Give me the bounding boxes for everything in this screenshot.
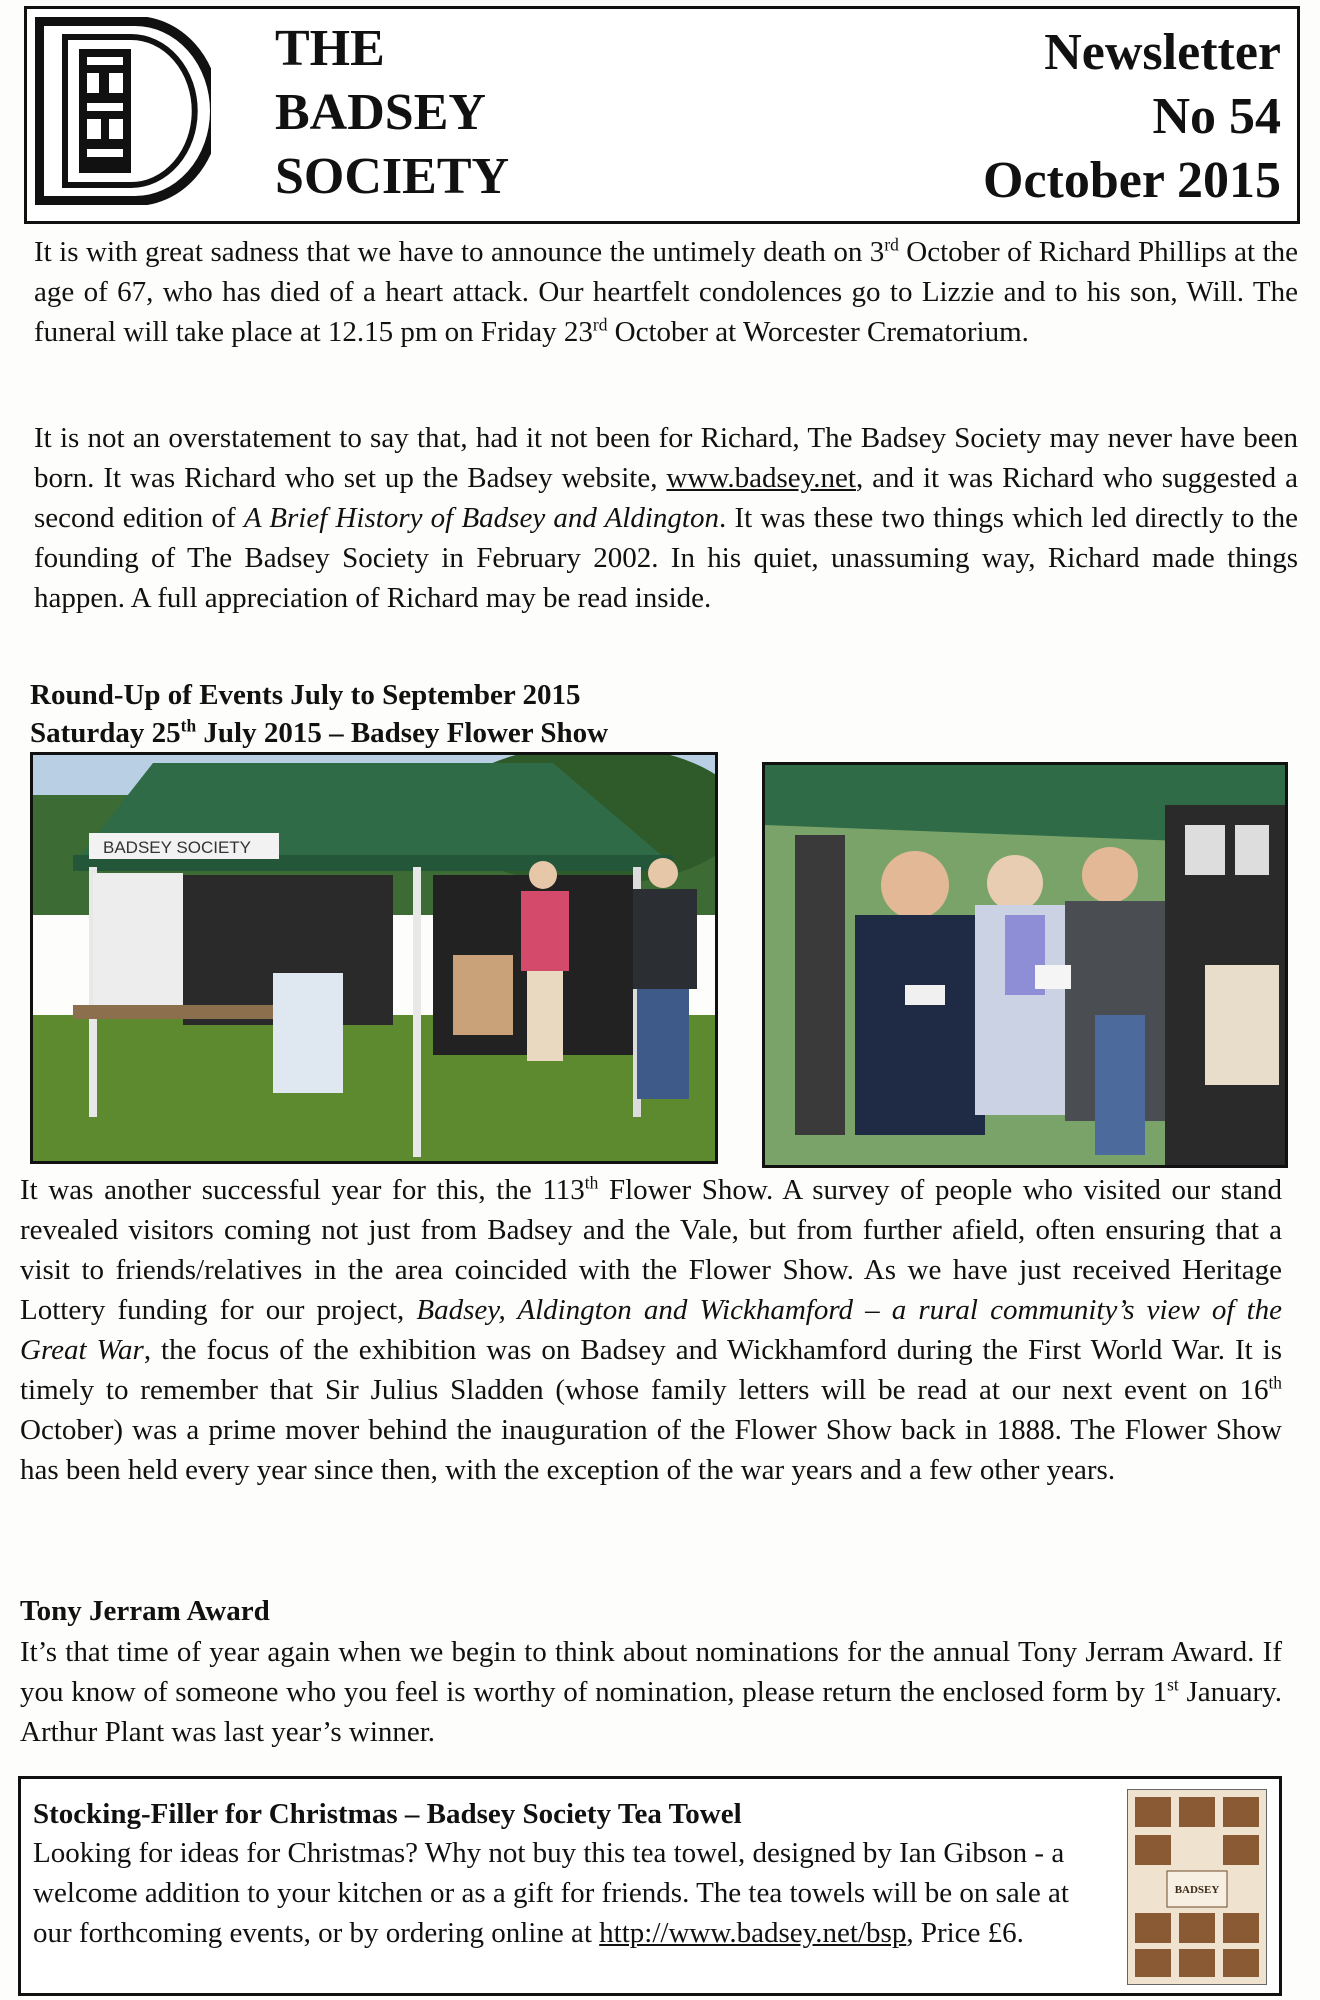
- award-paragraph: It’s that time of year again when we begin to think about nominations for the annual Tony Jerram Award. If you know of someone who you feel is worthy of nomination, please return the enclosed form by 1st January. Arthur Plant was last year’s winner.: [20, 1636, 1282, 1748]
- masthead: [24, 6, 1300, 224]
- obituary-paragraph: It is with great sadness that we have to announce the untimely death on 3rd October of Richard Phillips at the age of 67, who has died of a heart attack. Our heartfelt condolences go to Lizzie and to his son, Will. The funeral will take place at 12.15 pm on Friday 23rd October at Worcester Crematorium.: [34, 234, 1298, 348]
- stand-sign-text: BADSEY SOCIETY: [103, 838, 252, 857]
- society-logo: [35, 17, 211, 205]
- society-name: [275, 17, 509, 209]
- society-line-3: SOCIETY: [275, 148, 510, 205]
- tea-towel-image: [1127, 1789, 1267, 1985]
- tea-towel-box: [18, 1776, 1282, 1996]
- tea-towel-label: BADSEY: [1174, 1884, 1220, 1896]
- issue-number: No 54: [1152, 88, 1281, 145]
- issue-info: [983, 21, 1281, 213]
- badsey-website-link[interactable]: www.badsey.net: [666, 462, 856, 494]
- richard-appreciation-paragraph: It is not an overstatement to say that, had it not been for Richard, The Badsey Society may never have been born. It was Richard who set up the Badsey website, www.badsey.net, and it was Richard who suggested a second edition of A Brief History of Badsey and Aldington. It was these two things which led directly to the founding of The Badsey Society in February 2002. In his quiet, unassuming way, Richard made things happen. A full appreciation of Richard may be read inside.: [34, 422, 1298, 614]
- stand-photo-illustration: [33, 755, 715, 1161]
- flower-show-paragraph: It was another successful year for this, the 113th Flower Show. A survey of people who visited our stand revealed visitors coming not just from Badsey and the Vale, but from further afield, often ensuring that a visit to friends/relatives in the area coincided with the Flower Show. As we have just received Heritage Lottery funding for our project, Badsey, Aldington and Wickhamford – a rural community’s view of the Great War, the focus of the exhibition was on Badsey and Wickhamford during the First World War. It is timely to remember that Sir Julius Sladden (whose family letters will be read at our next event on 16th October) was a prime mover behind the inauguration of the Flower Show back in 1888. The Flower Show has been held every year since then, with the exception of the war years and a few other years.: [20, 1172, 1283, 1486]
- society-line-2: BADSEY: [275, 84, 486, 141]
- project-title: Badsey, Aldington and Wickhamford – a rural community’s view of the Great War: [20, 1294, 1283, 1366]
- tea-towel-heading: Stocking-Filler for Christmas – Badsey Society Tea Towel: [33, 1798, 742, 1830]
- award-heading: Tony Jerram Award: [20, 1595, 270, 1627]
- book-title: A Brief History of Badsey and Aldington: [243, 502, 719, 534]
- tea-towel-paragraph: Looking for ideas for Christmas? Why not buy this tea towel, designed by Ian Gibson - a welcome addition to your kitchen or as a gift for friends. The tea towels will be on sale at our forthcoming events, or by ordering online at http://www.badsey.net/bsp, Price £6.: [33, 1837, 1069, 1949]
- roundup-heading: Round-Up of Events July to September 2015: [30, 679, 581, 711]
- visitors-photo-illustration: [765, 765, 1285, 1165]
- issue-date: October 2015: [983, 152, 1281, 209]
- visitors-photo: [762, 762, 1288, 1168]
- society-line-1: THE: [275, 20, 385, 77]
- flower-show-subheading: Saturday 25th July 2015 – Badsey Flower Show: [30, 715, 609, 749]
- newsletter-label: Newsletter: [1044, 24, 1281, 81]
- flower-show-stand-photo: [30, 752, 718, 1164]
- shop-link[interactable]: http://www.badsey.net/bsp: [599, 1917, 907, 1949]
